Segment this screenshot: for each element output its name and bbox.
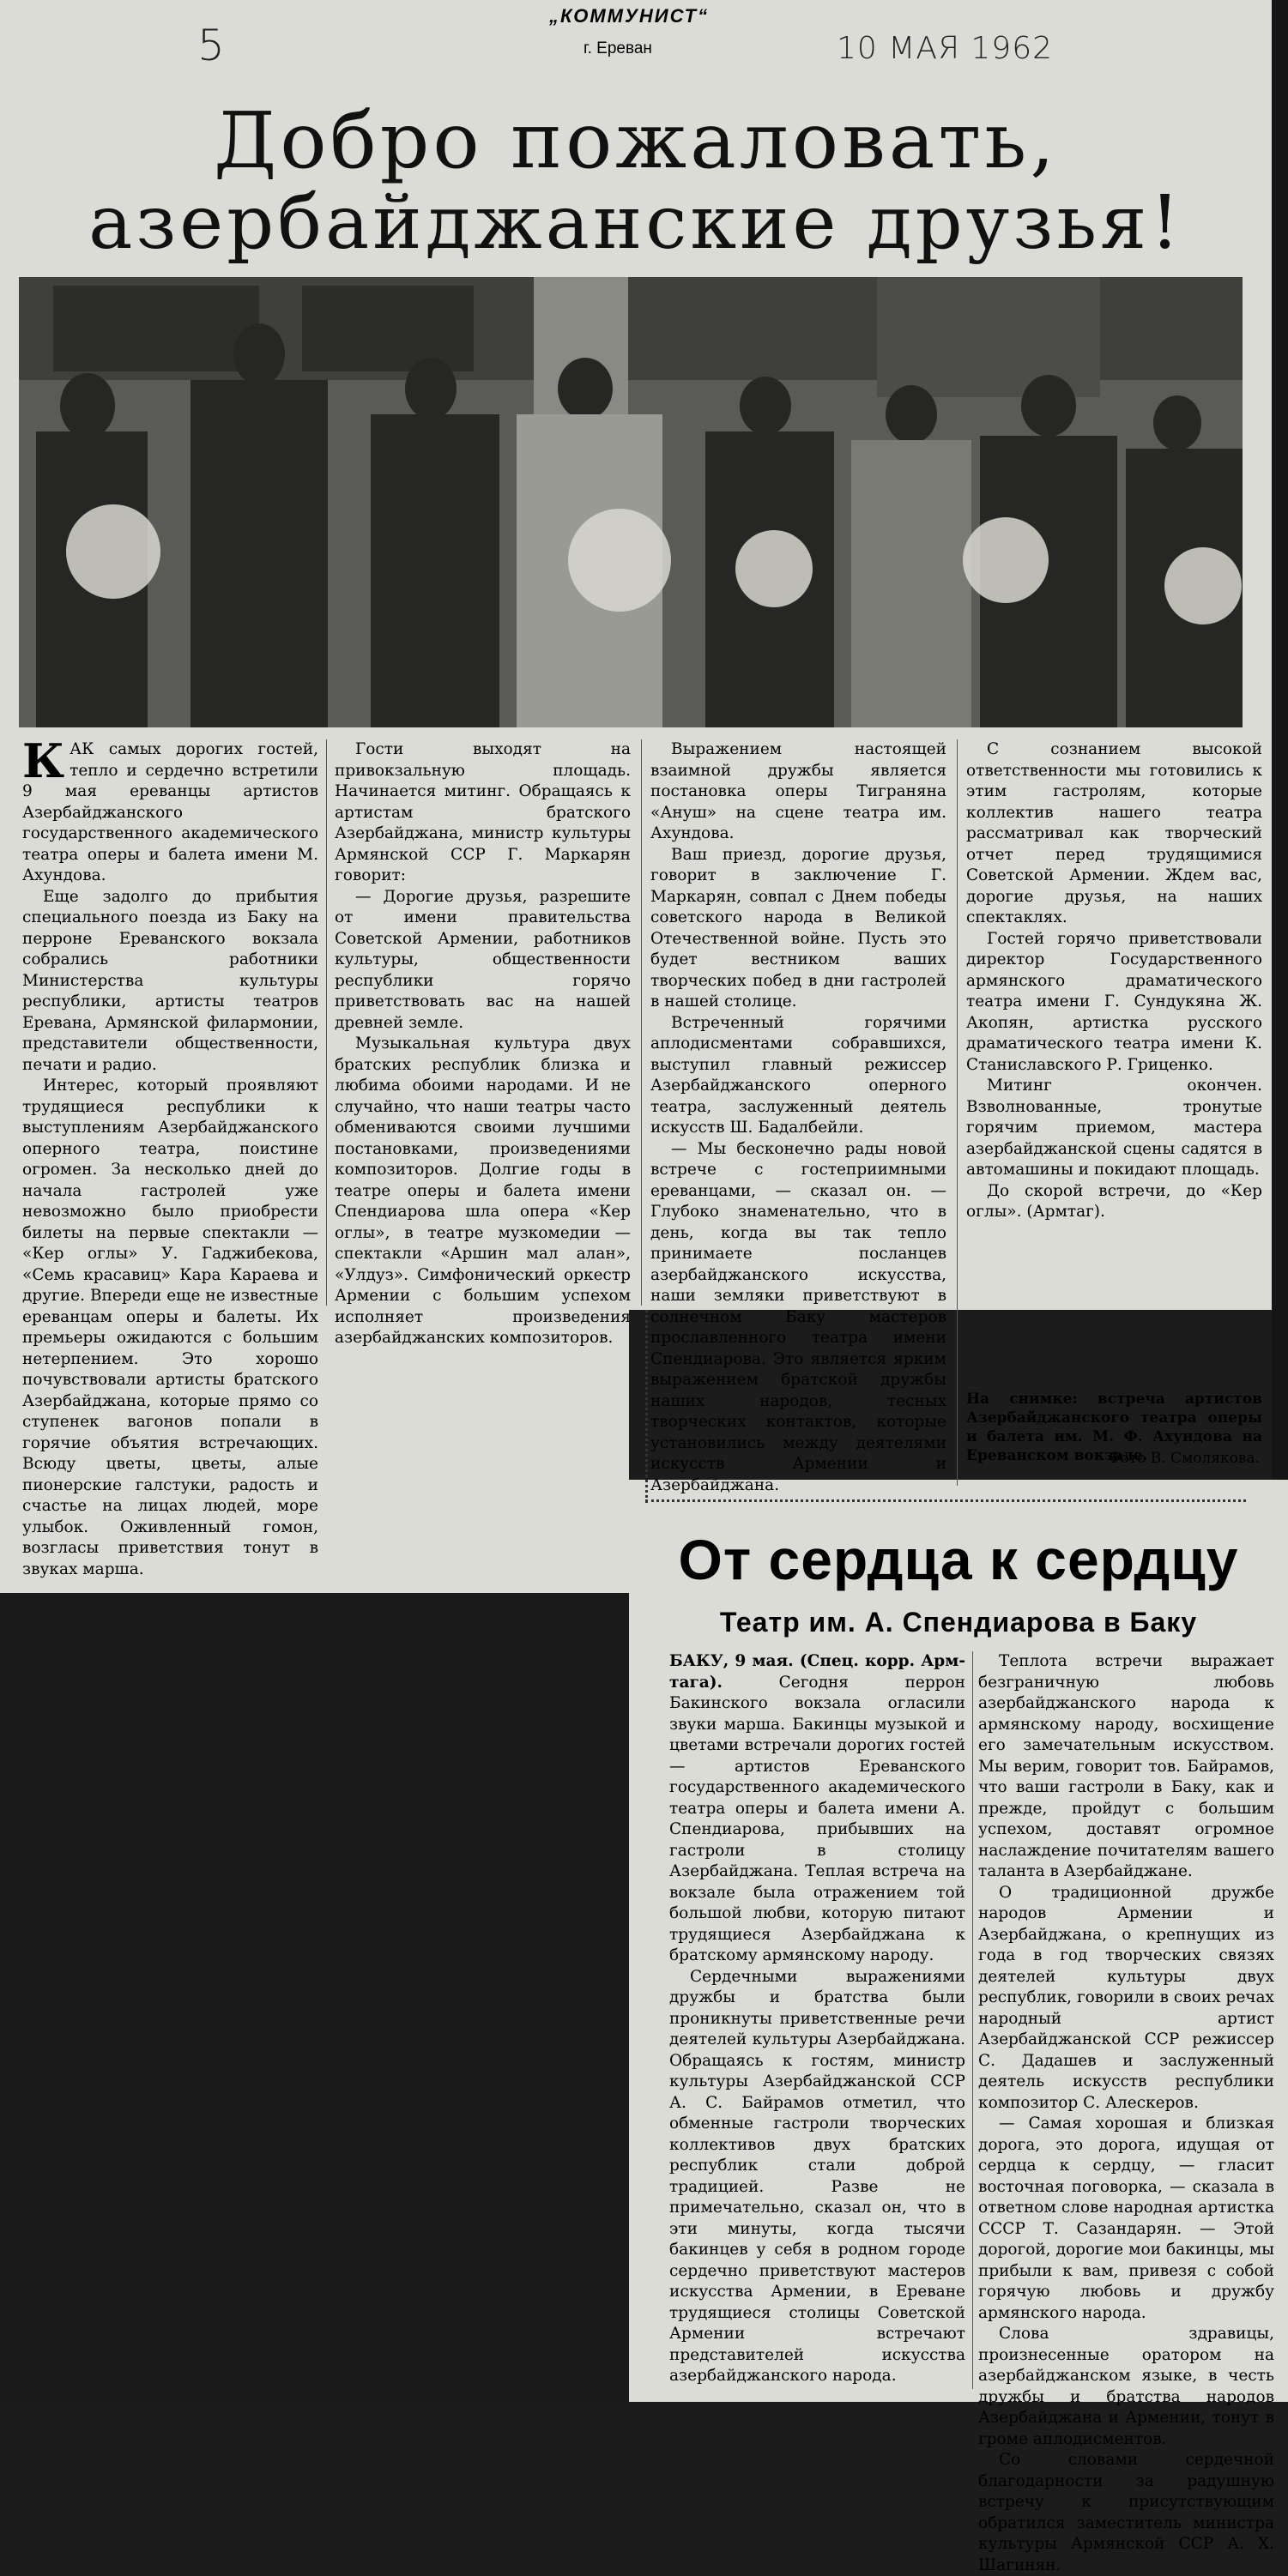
- article1-paragraph: С сознанием высокой ответственности мы готовились к этим гастролям, которые коллектив нашего театра рассматривал как творческий отчет перед трудящимися Советской Армении. Ждем вас, дорогие друзья, на наших спектаклях.: [966, 740, 1262, 926]
- article1-paragraph: Встреченный горячими аплодисментами собравшихся, выступил главный режиссер Азербайджанского оперного театра, заслуженный деятель искусств Ш. Бадалбейли.: [650, 1013, 946, 1137]
- column-rule: [957, 739, 958, 1486]
- column-rule: [641, 739, 642, 1306]
- article1-paragraph: Интерес, который проявляют трудящиеся республики к выступлениям Азербайджанского оперного театра, поистине огромен. За несколько дней до начала гастролей уже невозможно было приобрести билеты на первые спектакли — «Кер оглы» У. Гаджибекова, «Семь красавиц» Кара Караева и другие. Впереди еще не известные ереванцам оперы и балеты. Их премьеры ожидаются с большим нетерпением. Это хорошо почувствовали артисты братского Азербайджана, которые прямо со ступенек вагонов попали в горячие объятия встречающих. Всюду цветы, цветы, алые пионерские галстуки, радость и счастье на лицах людей, море улыбок. Оживленный гомон, возгласы приветствия тонут в звуках марша.: [22, 1077, 318, 1578]
- article2-subheadline: Театр им. А. Спендиарова в Баку: [719, 1607, 1198, 1638]
- dotted-border: [645, 1499, 1246, 1502]
- article2-paragraph: Сердечными выражениями дружбы и братства были проникнуты приветственные речи деятелей культуры Азербайджана. Обращаясь к гостям, министр культуры Азербайджанской ССР А. С. Байрамов отметил, что обменные гастроли творческих коллективов двух братских республик стали доброй традицией. Разве не примечательно, сказал он, что в эти минуты, когда тысячи бакинцев у себя в родном городе сердечно приветствуют мастеров искусства Армении, в Ереване трудящиеся столицы Советской Армении встречают представителей искусства азербайджанского народа.: [669, 1967, 965, 2385]
- article2-paragraph: О традиционной дружбе народов Армении и Азербайджана, о крепнущих из года в год творческих связях деятелей культуры двух республик, говорили в своих речах народный артист Азербайджанской ССР режиссер С. Дадашев и заслуженный деятель искусств республики композитор С. Алескеров.: [978, 1883, 1274, 2112]
- article2-column-1: [669, 1651, 965, 2387]
- photo-crowd-illustration: [19, 277, 1243, 727]
- page-number: 5: [197, 21, 225, 70]
- dark-edge: [1272, 0, 1288, 1480]
- article2-paragraph: Со словами сердечной благодарности за радушную встречу к присутствующим обратился заместитель министра культуры Армянской ССР А. Х. Шагинян.: [978, 2451, 1274, 2574]
- issue-date: 10 МАЯ 1962: [837, 31, 1054, 66]
- article1-paragraph: Еще задолго до прибытия специального поезда из Баку на перроне Ереванского вокзала собрались работники Министерства культуры республики, артисты театров Еревана, Армянской филармонии, представители общественности, печати и радио.: [22, 887, 318, 1074]
- masthead-city: г. Ереван: [584, 39, 652, 57]
- article1-paragraph: — Дорогие друзья, разрешите от имени правительства Советской Армении, работников культуры, общественности республики горячо приветствовать вас на нашей древней земле.: [335, 887, 631, 1032]
- article2-paragraph: Слова здравицы, произнесенные оратором на азербайджанском языке, в честь дружбы и братства народов Азербайджана и Армении, тонут в громе аплодисментов.: [978, 2325, 1274, 2448]
- article1-column-3: [650, 739, 946, 1496]
- dark-background: [0, 1593, 629, 2402]
- article1-paragraph: Гости выходят на привокзальную площадь. Начинается митинг. Обращаясь к артистам братского Азербайджана, министр культуры Армянской ССР Г. Маркарян говорит:: [335, 740, 631, 884]
- article1-column-1: [22, 733, 318, 1580]
- article2-paragraph: Теплота встречи выражает безграничную любовь азербайджанского народа к армянскому народу, восхищение его замечательным искусством. Мы верим, говорит тов. Байрамов, что ваши гастроли в Баку, как и прежде, пройдут с большим успехом, доставят огромное наслаждение почитателям вашего таланта в Азербайджане.: [978, 1652, 1274, 1880]
- article1-paragraph: АК самых дорогих гостей, тепло и сердечно встретили 9 мая ереванцы артистов Азербайджанского государственного академического театра оперы и балета имени М. Ахундова.: [22, 740, 318, 884]
- photo-credit: Фото В. Смолякова.: [1108, 1450, 1260, 1467]
- masthead: „КОММУНИСТ“: [549, 5, 710, 27]
- photo-caption: На снимке: встреча артистов Азербайджанского театра оперы и балета им. М. Ф. Ахундова на Ереванском вокзале.: [966, 1391, 1262, 1464]
- article1-paragraph: Гостей горячо приветствовали директор Государственного армянского драматического театра имени Г. Сундукяна Ж. Акопян, артистка русского драматического театра имени К. Станиславского Р. Гриценко.: [966, 929, 1262, 1074]
- article1-paragraph: — Мы бесконечно рады новой встрече с гостеприимными ереванцами, — сказал он. — Глубоко знаменательно, что в день, когда вы так тепло принимаете посланцев азербайджанского искусства, наши земляки приветствуют в солнечном Баку мастеров прославленного театра имени Спендиарова. Это является ярким выражением братской дружбы наших народов, тесных творческих контактов, которые установились между деятелями искусств Армении и Азербайджана.: [650, 1139, 946, 1494]
- article1-paragraph: Музыкальная культура двух братских республик близка и любима обоими народами. И не случайно, что наши театры часто обмениваются своими лучшими постановками, произведениями композиторов. Долгие годы в театре оперы и балета имени Спендиарова шла опера «Кер оглы», в театре музкомедии — спектакли «Аршин мал алан», «Улдуз». Симфонический оркестр Армении с большим успехом исполняет произведения азербайджанских композиторов.: [335, 1035, 631, 1347]
- article1-paragraph: До скорой встречи, до «Кер оглы». (Армтаг).: [966, 1181, 1262, 1221]
- dotted-border: [645, 1310, 648, 1503]
- column-rule: [972, 1651, 973, 2389]
- article1-column-2: [335, 739, 631, 1349]
- article1-paragraph: Митинг окончен. Взволнованные, тронутые горячим приемом, мастера азербайджанской сцены садятся в автомашины и покидают площадь.: [966, 1077, 1262, 1179]
- article2-paragraph: Сегодня перрон Бакинского вокзала огласили звуки марша. Бакинцы музыкой и цветами встречали дорогих гостей — артистов Ереванского государственного академического театра оперы и балета имени А. Спендиарова, прибывших на гастроли в столицу Азербайджана. Теплая встреча на вокзале была отражением той большой любви, которую питают трудящиеся Азербайджана к братскому армянскому народу.: [669, 1673, 965, 1964]
- article1-paragraph: Ваш приезд, дорогие друзья, говорит в заключение Г. Маркарян, совпал с Днем победы советского народа в Великой Отечественной войне. Пусть это будет вестником ваших творческих побед в дни гастролей в нашей столице.: [650, 845, 946, 1010]
- article1-paragraph: Выражением настоящей взаимной дружбы является постановка оперы Тиграняна «Ануш» на сцене театра им. Ахундова.: [650, 740, 946, 842]
- headline-line-1: Добро пожаловать,: [214, 96, 1058, 186]
- column-rule: [326, 739, 327, 1306]
- article2-paragraph: — Самая хорошая и близкая дорога, это дорога, идущая от сердца к сердцу, — гласит восточная поговорка, — сказала в ответном слове народная артистка СССР Т. Сазандарян. — Этой дорогой, дорогие мои бакинцы, мы прибыли к вам, привезя с собой горячую любовь и дружбу армянского народа.: [978, 2114, 1274, 2322]
- article2-column-2: [978, 1651, 1274, 2576]
- dropcap: К: [22, 733, 65, 788]
- article2-headline: От сердца к сердцу: [678, 1528, 1239, 1591]
- dateline: БАКУ, 9 мая. (Спец. корр. Армтага).: [669, 1652, 965, 1692]
- news-photo: [19, 277, 1243, 727]
- article1-column-4: [966, 739, 1262, 1223]
- headline-line-2: азербайджанские друзья!: [88, 180, 1183, 266]
